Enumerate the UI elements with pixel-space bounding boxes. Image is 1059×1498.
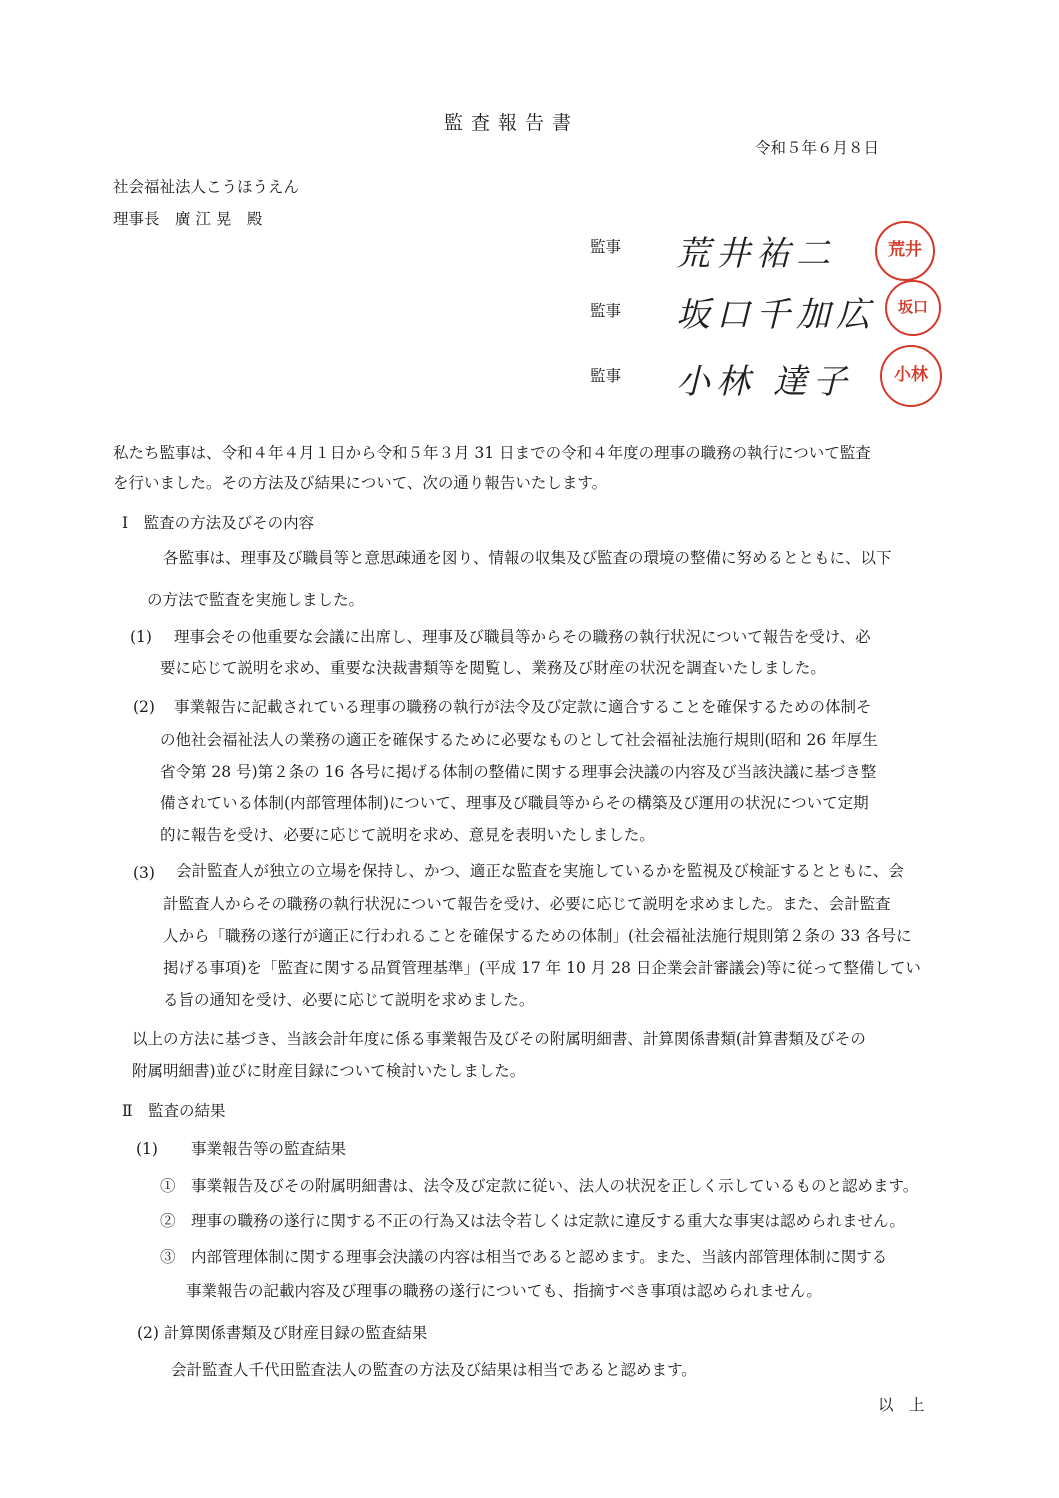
item-3-line-3: 人から「職務の遂行が適正に行われることを確保するための体制」(社会福祉法施行規則第２条の 33 各号に — [163, 927, 912, 945]
document-title: 監査報告書 — [444, 112, 580, 134]
basis-line-2: 附属明細書)並びに財産目録について検討いたしました。 — [132, 1062, 526, 1080]
auditor-role-1: 監事 — [590, 238, 622, 256]
item-2-line-3: 省令第 28 号)第２条の 16 各号に掲げる体制の整備に関する理事会決議の内容及び当該決議に基づき整 — [160, 763, 877, 781]
item-3-line-2: 計監査人からその職務の執行状況について報告を受け、必要に応じて説明を求めました。また、会計監査 — [163, 895, 891, 913]
item-1-line-1: 理事会その他重要な会議に出席し、理事及び職員等からその職務の執行状況について報告を受け、必 — [174, 628, 871, 646]
item-3-line-1: 会計監査人が独立の立場を保持し、かつ、適正な監査を実施しているかを監視及び検証するとともに、会 — [176, 862, 904, 880]
addressee-organization: 社会福祉法人こうほうえん — [113, 178, 300, 196]
report-date: 令和５年６月８日 — [755, 139, 880, 157]
result-3-line-1: ③ 内部管理体制に関する理事会決議の内容は相当であると認めます。また、当該内部管理体制に関する — [160, 1248, 888, 1266]
intro-line-1: 私たち監事は、令和４年４月１日から令和５年３月 31 日までの令和４年度の理事の職務の執行について監査 — [113, 444, 871, 462]
closing-mark: 以 上 — [878, 1396, 925, 1414]
subsection-1-title: 事業報告等の監査結果 — [191, 1140, 347, 1158]
item-2-line-1: 事業報告に記載されている理事の職務の執行が法令及び定款に適合することを確保するための体制そ — [174, 698, 872, 716]
subsection-2-text: 会計監査人千代田監査法人の監査の方法及び結果は相当であると認めます。 — [171, 1361, 697, 1379]
result-2: ② 理事の職務の遂行に関する不正の行為又は法令若しくは定款に違反する重大な事実は認められません。 — [160, 1212, 905, 1230]
auditor-signature-2: 坂口千加広 — [676, 295, 876, 335]
auditor-role-2: 監事 — [590, 302, 622, 320]
auditor-seal-3: 小林 — [880, 345, 942, 407]
item-2-line-4: 備されている体制(内部管理体制)について、理事及び職員等からその構築及び運用の状況について定期 — [160, 794, 869, 812]
item-1-number: (1) — [130, 628, 152, 646]
basis-line-1: 以上の方法に基づき、当該会計年度に係る事業報告及びその附属明細書、計算関係書類(計算書類及びその — [132, 1030, 866, 1048]
item-3-number: (3) — [133, 864, 155, 882]
section-1-lead-line-2: の方法で監査を実施しました。 — [147, 591, 365, 609]
item-2-line-5: 的に報告を受け、必要に応じて説明を求め、意見を表明いたしました。 — [160, 826, 655, 844]
subsection-2-heading: (2) 計算関係書類及び財産目録の監査結果 — [137, 1324, 428, 1342]
subsection-1-number: (1) — [136, 1140, 158, 1158]
item-3-line-4: 掲げる事項)を「監査に関する品質管理基準」(平成 17 年 10 月 28 日企業会計審議会)等に従って整備してい — [163, 959, 921, 977]
item-1-line-2: 要に応じて説明を求め、重要な決裁書類等を閲覧し、業務及び財産の状況を調査いたしました。 — [160, 659, 826, 677]
intro-line-2: を行いました。その方法及び結果について、次の通り報告いたします。 — [113, 474, 608, 492]
auditor-signature-1: 荒井祐二 — [676, 234, 836, 274]
item-2-line-2: の他社会福祉法人の業務の適正を確保するために必要なものとして社会福祉法施行規則(昭和 26 年厚生 — [160, 731, 878, 749]
section-1-heading: Ⅰ 監査の方法及びその内容 — [122, 514, 315, 532]
section-2-heading: Ⅱ 監査の結果 — [122, 1102, 226, 1120]
auditor-seal-2: 坂口 — [885, 280, 941, 336]
auditor-seal-1: 荒井 — [875, 221, 935, 281]
addressee-person: 理事長 廣 江 晃 殿 — [113, 210, 263, 228]
result-1: ① 事業報告及びその附属明細書は、法令及び定款に従い、法人の状況を正しく示しているものと認めます。 — [160, 1177, 919, 1195]
auditor-role-3: 監事 — [590, 367, 622, 385]
item-3-line-5: る旨の通知を受け、必要に応じて説明を求めました。 — [163, 991, 535, 1009]
auditor-signature-3: 小林 達子 — [676, 362, 853, 402]
result-3-line-2: 事業報告の記載内容及び理事の職務の遂行についても、指摘すべき事項は認められません。 — [186, 1282, 822, 1300]
section-1-lead-line-1: 各監事は、理事及び職員等と意思疎通を図り、情報の収集及び監査の環境の整備に努めるとともに、以下 — [163, 549, 892, 567]
item-2-number: (2) — [133, 698, 155, 716]
